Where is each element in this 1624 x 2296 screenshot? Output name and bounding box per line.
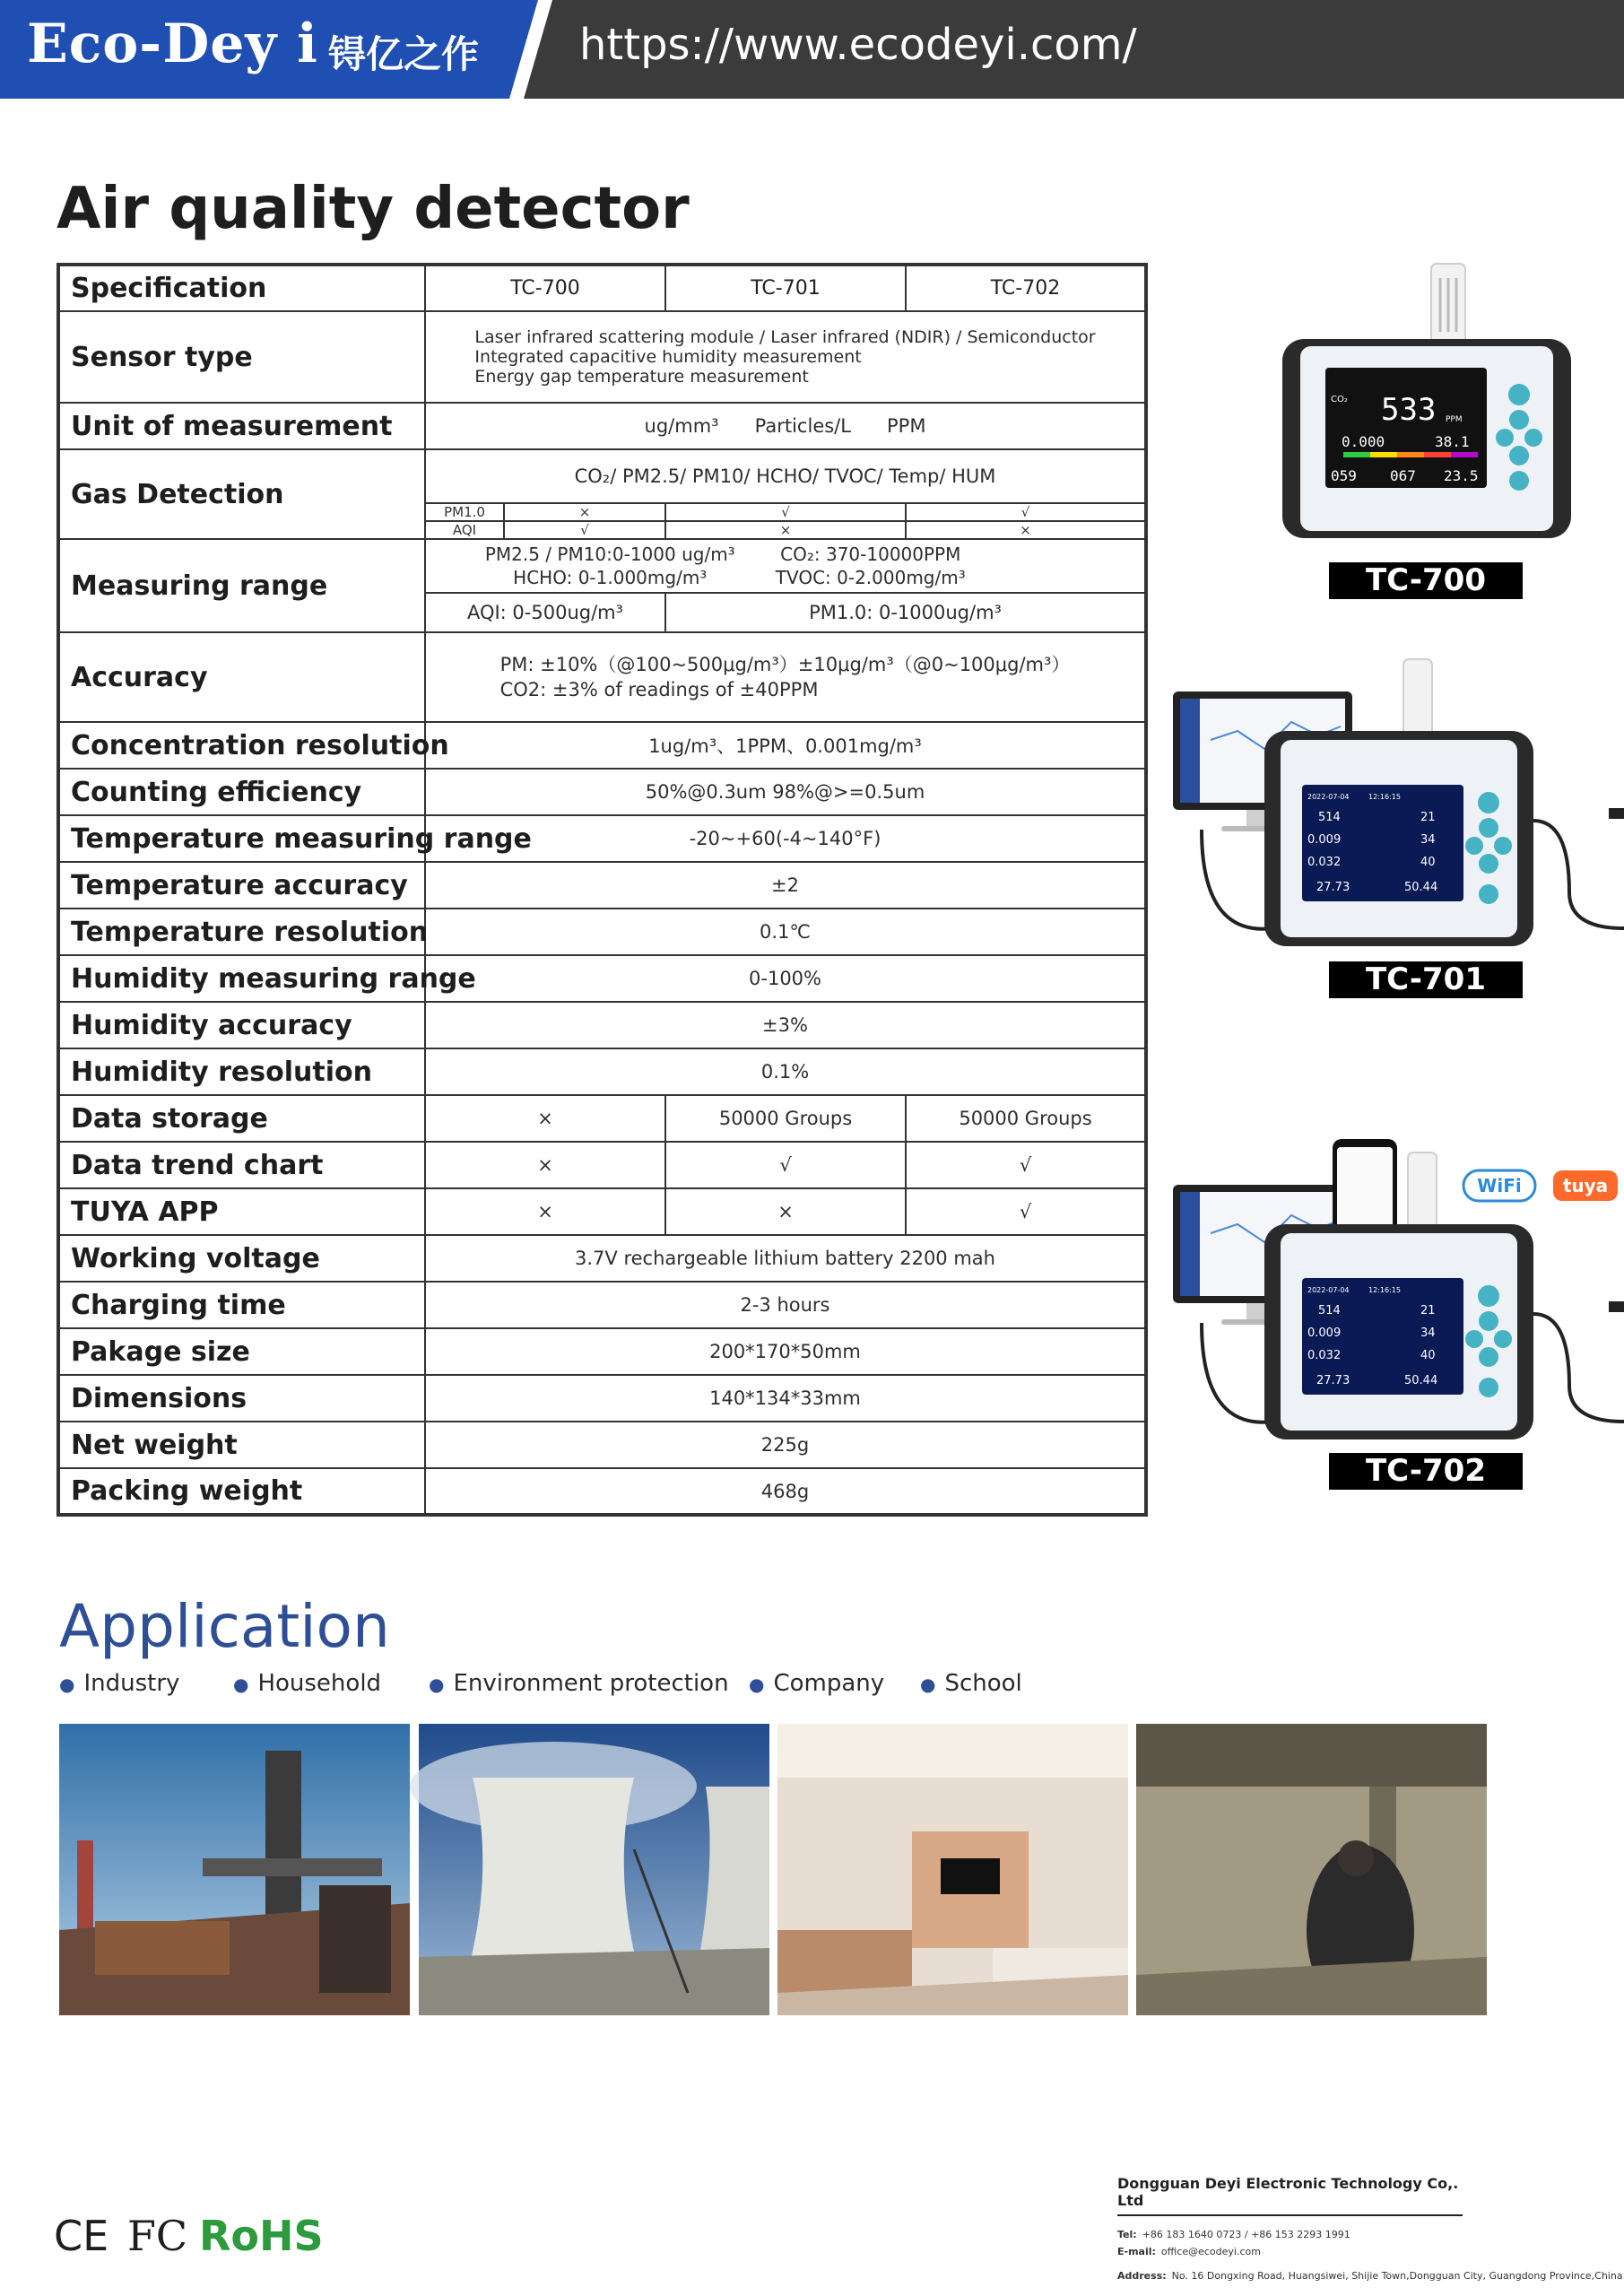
row-value: √: [906, 1142, 1146, 1188]
header-bar: [0, 0, 1624, 99]
industry-photo: [59, 1724, 410, 2015]
row-label: Pakage size: [58, 1328, 425, 1375]
gas-value: CO₂/ PM2.5/ PM10/ HCHO/ TVOC/ Temp/ HUM: [425, 449, 1146, 503]
application-label: Environment protection: [453, 1670, 729, 1697]
tc700-pm10: 067: [1390, 467, 1416, 484]
tc701-pm1: 40: [1420, 856, 1436, 869]
tc702-co2: 514: [1318, 1304, 1341, 1318]
tc702-pm1: 40: [1420, 1349, 1436, 1362]
table-row: [58, 1142, 1146, 1188]
row-value: -20~+60(-4~140°F): [425, 815, 1146, 862]
tc701-co2: 514: [1318, 811, 1341, 824]
application-item: ● Household: [233, 1670, 382, 1697]
row-value: ±2: [425, 862, 1146, 909]
tc702-pm25: 21: [1420, 1304, 1436, 1318]
unit-value: ug/mm³ Particles/L PPM: [425, 403, 1146, 449]
tc700-device-image: [1264, 260, 1578, 547]
page-title: Air quality detector: [56, 176, 690, 242]
table-row: [58, 815, 1146, 862]
tc701-hum: 50.44: [1404, 881, 1438, 894]
row-label: Data storage: [58, 1095, 425, 1142]
tc702-pm10: 34: [1420, 1326, 1436, 1340]
tc702-hum: 50.44: [1404, 1374, 1438, 1387]
tc700-co2-label: CO₂: [1331, 395, 1348, 404]
tc701-hcho: 0.009: [1307, 833, 1342, 847]
application-label: Household: [257, 1670, 382, 1697]
table-row: [58, 1188, 1146, 1235]
address-value: No. 16 Dongxing Road, Huangsiwei, Shijie Town,Dongguan City, Guangdong Province,China: [1171, 2270, 1623, 2282]
sensor-type-value: [474, 327, 1095, 387]
email-label: E-mail:: [1117, 2246, 1156, 2257]
row-value: 2-3 hours: [425, 1282, 1146, 1328]
row-label: Working voltage: [58, 1235, 425, 1282]
row-label: Temperature accuracy: [58, 862, 425, 909]
table-row: [58, 265, 1146, 311]
table-row: [58, 1002, 1146, 1048]
cooling-tower-photo: [419, 1724, 769, 2015]
smog-street-photo: [1136, 1724, 1487, 2015]
table-row: [58, 1235, 1146, 1282]
sub-value: ×: [906, 521, 1146, 539]
tc701-time: 12:16:15: [1368, 793, 1401, 801]
sub-value: ×: [504, 503, 665, 521]
row-label: Data trend chart: [58, 1142, 425, 1188]
model-header: TC-700: [425, 265, 665, 311]
logo-text: Eco-Dey i: [27, 13, 318, 75]
sensor-line: Energy gap temperature measurement: [474, 367, 809, 387]
application-label: School: [944, 1670, 1022, 1697]
table-row: [58, 1468, 1146, 1515]
row-value: ±3%: [425, 1002, 1146, 1048]
row-label: Temperature resolution: [58, 909, 425, 955]
table-row: [58, 1375, 1146, 1422]
company-email: [1117, 2246, 1602, 2257]
row-value: √: [665, 1142, 906, 1188]
range-pm1: PM1.0: 0-1000ug/m³: [665, 593, 1146, 632]
row-label: TUYA APP: [58, 1188, 425, 1235]
row-label: Packing weight: [58, 1468, 425, 1515]
sub-label: AQI: [425, 521, 504, 539]
sub-value: √: [665, 503, 906, 521]
tc702-device-image: [1166, 1135, 1624, 1448]
sub-value: √: [906, 503, 1146, 521]
tc702-tvoc: 0.032: [1307, 1349, 1342, 1362]
range-text: TVOC: 0-2.000mg/m³: [775, 567, 966, 588]
row-value: 50000 Groups: [665, 1095, 906, 1142]
row-label: Sensor type: [58, 311, 425, 403]
tc702-time: 12:16:15: [1368, 1286, 1401, 1294]
tc700-hcho: 0.000: [1342, 433, 1385, 450]
row-value: 1ug/m³、1PPM、0.001mg/m³: [425, 722, 1146, 769]
table-row: [58, 955, 1146, 1002]
row-label: Humidity measuring range: [58, 955, 425, 1002]
application-label: Company: [773, 1670, 885, 1697]
row-value: 0-100%: [425, 955, 1146, 1002]
sub-label: PM1.0: [425, 503, 504, 521]
tc701-device-image: [1166, 659, 1624, 955]
address-label: Address:: [1117, 2270, 1167, 2282]
tc702-date: 2022-07-04: [1307, 1286, 1350, 1294]
company-info: [1117, 2175, 1623, 2282]
row-label: Net weight: [58, 1422, 425, 1468]
living-room-photo: [777, 1724, 1128, 2015]
tc701-pm10: 34: [1420, 833, 1436, 847]
row-value: ×: [665, 1188, 906, 1235]
spec-table: [56, 263, 1148, 1517]
sensor-line: Laser infrared scattering module / Laser infrared (NDIR) / Semiconductor: [474, 327, 1096, 347]
range-aqi: AQI: 0-500ug/m³: [425, 593, 665, 632]
table-row: [58, 1422, 1146, 1468]
tc700-hum: 23.5: [1444, 467, 1479, 484]
range-text: CO₂: 370-10000PPM: [780, 544, 961, 565]
range-text: PM2.5 / PM10:0-1000 ug/m³: [484, 544, 735, 565]
tc701-temp: 27.73: [1316, 881, 1350, 894]
row-value: √: [906, 1188, 1146, 1235]
tc700-co2-unit: PPM: [1446, 415, 1463, 424]
product-tag-tc700: TC-700: [1329, 562, 1523, 599]
tuya-badge: tuya: [1562, 1175, 1609, 1196]
table-row: [58, 311, 1146, 403]
row-label: Measuring range: [58, 539, 425, 632]
tc702-hcho: 0.009: [1307, 1326, 1342, 1340]
row-value: ×: [425, 1142, 665, 1188]
row-label: Counting efficiency: [58, 769, 425, 815]
application-label: Industry: [83, 1670, 180, 1697]
row-label: Charging time: [58, 1282, 425, 1328]
rohs-mark: RoHS: [199, 2212, 324, 2260]
application-item: ● Environment protection: [429, 1670, 729, 1697]
fc-mark: FC: [127, 2212, 188, 2260]
website-url[interactable]: https://www.ecodeyi.com/: [579, 20, 1137, 70]
table-row: [58, 1328, 1146, 1375]
row-value: 140*134*33mm: [425, 1375, 1146, 1422]
row-label: Humidity resolution: [58, 1048, 425, 1095]
row-value: 3.7V rechargeable lithium battery 2200 mah: [425, 1235, 1146, 1282]
application-item: ● School: [920, 1670, 1022, 1697]
accuracy-line: PM: ±10%（@100~500μg/m³）±10μg/m³（@0~100μg/m³）: [499, 654, 1071, 675]
company-name: Dongguan Deyi Electronic Technology Co,. Ltd: [1117, 2175, 1463, 2216]
product-tag-tc701: TC-701: [1329, 961, 1523, 998]
application-item: ● Company: [749, 1670, 885, 1697]
table-row: [58, 403, 1146, 449]
tc701-tvoc: 0.032: [1307, 856, 1342, 869]
tc702-temp: 27.73: [1316, 1374, 1350, 1387]
row-value: 468g: [425, 1468, 1146, 1515]
table-row: [58, 862, 1146, 909]
tc700-pm25: 059: [1331, 467, 1357, 484]
company-tel: [1117, 2229, 1602, 2240]
row-label: Concentration resolution: [58, 722, 425, 769]
wifi-badge: WiFi: [1477, 1175, 1522, 1196]
tc700-temp: 38.1: [1435, 433, 1470, 450]
row-value: ×: [425, 1095, 665, 1142]
row-value: 50000 Groups: [906, 1095, 1146, 1142]
tel-label: Tel:: [1117, 2229, 1137, 2240]
range-text: HCHO: 0-1.000mg/m³: [513, 567, 708, 588]
table-row: [58, 769, 1146, 815]
row-label: Gas Detection: [58, 449, 425, 539]
table-row: [58, 1048, 1146, 1095]
tel-value: +86 183 1640 0723 / +86 153 2293 1991: [1142, 2229, 1350, 2240]
sensor-line: Integrated capacitive humidity measurement: [474, 347, 862, 367]
company-address: [1117, 2270, 1623, 2282]
table-row: [58, 1095, 1146, 1142]
sub-value: √: [504, 521, 665, 539]
row-value: 200*170*50mm: [425, 1328, 1146, 1375]
product-tag-tc702: TC-702: [1329, 1453, 1523, 1490]
tc700-co2: 533: [1381, 392, 1437, 428]
range-line: [426, 543, 1144, 566]
sub-value: ×: [665, 521, 906, 539]
table-row: [58, 1282, 1146, 1328]
logo-chinese: 锝亿之作: [328, 32, 480, 76]
row-value: 50%@0.3um 98%@>=0.5um: [425, 769, 1146, 815]
row-value: 0.1℃: [425, 909, 1146, 955]
table-row: [58, 632, 1146, 722]
row-label: Accuracy: [58, 632, 425, 722]
row-value: 225g: [425, 1422, 1146, 1468]
table-row: [58, 722, 1146, 769]
accuracy-line: CO2: ±3% of readings of ±40PPM: [499, 679, 819, 700]
row-label: Dimensions: [58, 1375, 425, 1422]
table-row: [58, 909, 1146, 955]
row-label: Humidity accuracy: [58, 1002, 425, 1048]
application-item: ● Industry: [59, 1670, 180, 1697]
row-value: ×: [425, 1188, 665, 1235]
model-header: TC-701: [665, 265, 906, 311]
email-value[interactable]: office@ecodeyi.com: [1160, 2246, 1261, 2257]
spec-label: Specification: [58, 265, 425, 311]
application-title: Application: [59, 1592, 390, 1661]
table-row: [58, 449, 1146, 503]
ce-mark: CE: [54, 2212, 109, 2260]
tc701-date: 2022-07-04: [1307, 793, 1350, 801]
tc701-pm25: 21: [1420, 811, 1436, 824]
row-value: 0.1%: [425, 1048, 1146, 1095]
row-label: Temperature measuring range: [58, 815, 425, 862]
table-row: [58, 539, 1146, 593]
row-label: Unit of measurement: [58, 403, 425, 449]
model-header: TC-702: [906, 265, 1146, 311]
range-line: [426, 566, 1144, 589]
